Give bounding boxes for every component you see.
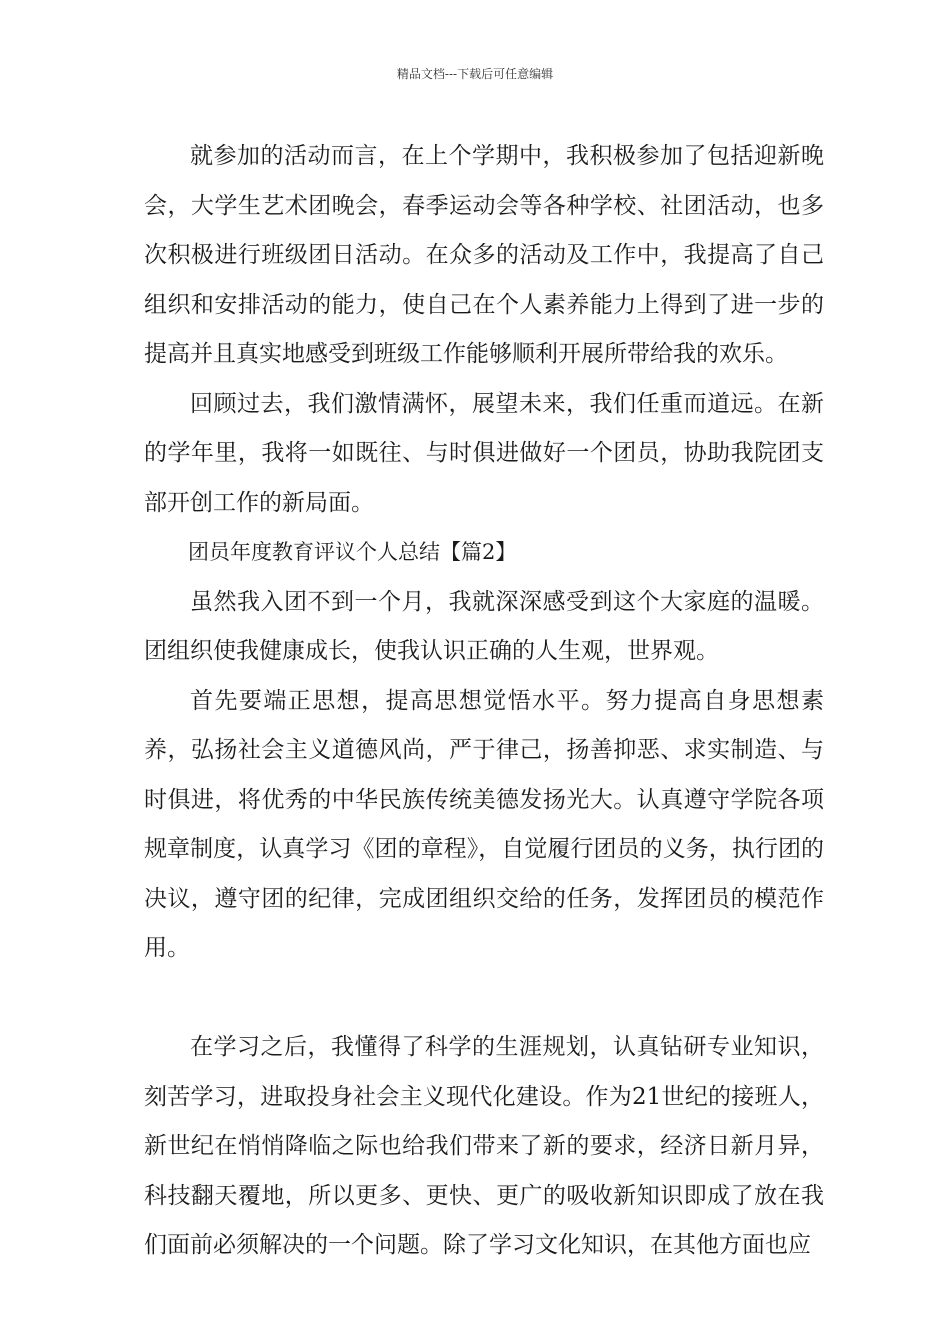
paragraph-study: 在学习之后，我懂得了科学的生涯规划，认真钻研专业知识，刻苦学习，进取投身社会主义现代化建设。作为21世纪的接班人，新世纪在悄悄降临之际也给我们带来了新的要求，经济日新月异，科技翻天覆地，所以更多、更快、更广的吸收新知识即成了放在我们面前必须解决的一个问题。除了学习文化知识，在其他方面也应 (144, 1034, 824, 1258)
blank-line (144, 974, 824, 1024)
paragraph-thought: 首先要端正思想，提高思想觉悟水平。努力提高自身思想素养，弘扬社会主义道德风尚，严于律己，扬善抑恶、求实制造、与时俱进，将优秀的中华民族传统美德发扬光大。认真遵守学院各项规章制度，认真学习《团的章程》，自觉履行团员的义务，执行团的决议，遵守团的纪律，完成团组织交给的任务，发挥团员的模范作用。 (144, 687, 824, 961)
paragraph-joining: 虽然我入团不到一个月，我就深深感受到这个大家庭的温暖。团组织使我健康成长，使我认识正确的人生观，世界观。 (144, 588, 824, 664)
paragraph-activities: 就参加的活动而言，在上个学期中，我积极参加了包括迎新晚会，大学生艺术团晚会，春季运动会等各种学校、社团活动，也多次积极进行班级团日活动。在众多的活动及工作中，我提高了自己组织和安排活动的能力，使自己在个人素养能力上得到了进一步的提高并且真实地感受到班级工作能够顺利开展所带给我的欢乐。 (144, 143, 824, 367)
section-heading: 团员年度教育评议个人总结【篇2】 (188, 540, 517, 564)
paragraph-review: 回顾过去，我们激情满怀，展望未来，我们任重而道远。在新的学年里，我将一如既往、与时俱进做好一个团员，协助我院团支部开创工作的新局面。 (144, 390, 824, 516)
page-header: 精品文档---下载后可任意编辑 (396, 67, 554, 81)
document-body (144, 132, 824, 1271)
